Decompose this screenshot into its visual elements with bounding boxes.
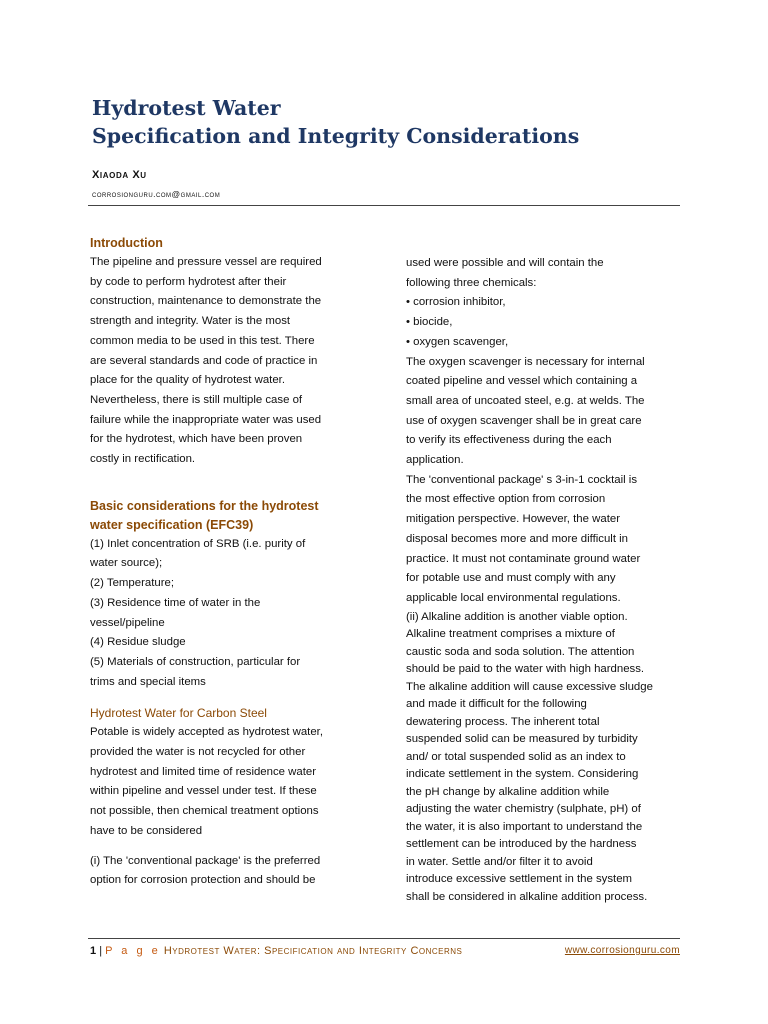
alkaline-paragraph: [406, 609, 682, 907]
chemicals-line: The 'conventional package' s 3-in-1 cocktail is: [406, 473, 638, 486]
chemicals-line: disposal becomes more and more difficult in: [406, 532, 629, 545]
chemicals-line: • corrosion inhibitor,: [406, 296, 506, 309]
package-paragraph: [90, 852, 358, 891]
package-line: option for corrosion protection and should be: [90, 874, 316, 887]
intro-line: strength and integrity. Water is the most: [90, 315, 291, 328]
basic-heading-line-2: water specification (EFC39): [90, 517, 254, 532]
intro-paragraph: [90, 253, 358, 470]
carbon-steel-line: within pipeline and vessel under test. If these: [90, 785, 317, 798]
intro-line: construction, maintenance to demonstrate the: [90, 295, 322, 308]
alkaline-line: should be paid to the water with high hardness.: [406, 663, 645, 676]
left-column: [90, 234, 358, 891]
basic-consideration-line: (1) Inlet concentration of SRB (i.e. purity of: [90, 537, 306, 550]
intro-line: by code to perform hydrotest after their: [90, 275, 287, 288]
alkaline-line: adjusting the water chemistry (sulphate, pH) of: [406, 803, 641, 816]
alkaline-line: settlement can be introduced by the hardness: [406, 838, 637, 851]
intro-line: common media to be used in this test. There: [90, 334, 315, 347]
intro-line: Nevertheless, there is still multiple case of: [90, 393, 303, 406]
chemicals-line: applicable local environmental regulations.: [406, 591, 621, 604]
chemicals-line: to verify its effectiveness during the each: [406, 434, 612, 447]
alkaline-line: (ii) Alkaline addition is another viable option.: [406, 610, 628, 623]
basic-consideration-line: (4) Residue sludge: [90, 636, 186, 649]
alkaline-line: the water, it is also important to understand the: [406, 820, 643, 833]
website-link[interactable]: www.corrosionguru.com: [564, 945, 680, 956]
basic-considerations-list: [90, 535, 358, 693]
carbon-steel-line: Potable is widely accepted as hydrotest water,: [90, 726, 324, 739]
chemicals-line: practice. It must not contaminate ground water: [406, 552, 641, 565]
footer-divider: [88, 938, 680, 939]
chemicals-line: coated pipeline and vessel which containing a: [406, 375, 638, 388]
document-title: [92, 94, 579, 150]
package-line: (i) The 'conventional package' is the preferred: [90, 854, 321, 867]
chemicals-line: • biocide,: [406, 316, 453, 329]
title-line-1: Hydrotest Water: [92, 96, 281, 120]
basic-consideration-line: (2) Temperature;: [90, 577, 174, 590]
intro-line: failure while the inappropriate water was used: [90, 413, 322, 426]
page-footer: [90, 944, 680, 958]
alkaline-line: shall be considered in alkaline addition process.: [406, 890, 648, 903]
intro-line: costly in rectification.: [90, 453, 196, 466]
author-email: corrosionguru.com@gmail.com: [92, 189, 221, 199]
chemicals-paragraph: [406, 254, 682, 609]
page-label: P a g e: [105, 945, 161, 957]
chemicals-line: used were possible and will contain the: [406, 257, 604, 269]
intro-heading: Introduction: [90, 236, 163, 250]
footer-document-title: Hydrotest Water: Specification and Integrity Concerns: [163, 945, 463, 957]
page-number: 1: [90, 945, 97, 957]
alkaline-line: suspended solid can be measured by turbidity: [406, 733, 638, 746]
basic-heading-line-1: Basic considerations for the hydrotest: [90, 498, 319, 513]
carbon-steel-heading: Hydrotest Water for Carbon Steel: [90, 706, 267, 721]
chemicals-line: small area of uncoated steel, e.g. at welds. The: [406, 394, 645, 407]
footer-separator: |: [99, 945, 103, 957]
basic-heading: [90, 497, 358, 535]
intro-line: place for the quality of hydrotest water.: [90, 374, 286, 387]
alkaline-line: in water. Settle and/or filter it to avoid: [406, 855, 593, 868]
alkaline-line: Alkaline treatment comprises a mixture of: [406, 628, 615, 641]
author-name: Xiaoda Xu: [92, 169, 147, 181]
basic-consideration-line: vessel/pipeline: [90, 616, 165, 629]
right-column: [406, 254, 682, 906]
chemicals-line: application.: [406, 454, 464, 467]
chemicals-line: the most effective option from corrosion: [406, 493, 606, 506]
carbon-steel-line: have to be considered: [90, 824, 203, 837]
basic-consideration-line: trims and special items: [90, 675, 206, 688]
header-divider: [88, 205, 680, 206]
basic-consideration-line: (3) Residence time of water in the: [90, 596, 261, 609]
carbon-steel-line: provided the water is not recycled for other: [90, 746, 306, 759]
title-line-2: Specification and Integrity Considerations: [92, 124, 580, 148]
basic-consideration-line: water source);: [90, 557, 163, 570]
alkaline-line: and made it difficult for the following: [406, 698, 587, 711]
alkaline-line: introduce excessive settlement in the system: [406, 873, 633, 886]
alkaline-line: dewatering process. The inherent total: [406, 715, 600, 728]
chemicals-line: The oxygen scavenger is necessary for internal: [406, 355, 645, 368]
chemicals-line: following three chemicals:: [406, 276, 537, 289]
intro-line: are several standards and code of practice in: [90, 354, 318, 367]
alkaline-line: the pH change by alkaline addition while: [406, 785, 610, 798]
intro-line: for the hydrotest, which have been proven: [90, 433, 303, 446]
alkaline-line: The alkaline addition will cause excessive sludge: [406, 680, 653, 693]
carbon-steel-line: hydrotest and limited time of residence water: [90, 765, 317, 778]
chemicals-line: for potable use and must comply with any: [406, 572, 616, 585]
alkaline-line: and/ or total suspended solid as an index to: [406, 750, 626, 763]
carbon-steel-paragraph: [90, 723, 358, 841]
alkaline-line: indicate settlement in the system. Considering: [406, 768, 639, 781]
chemicals-line: mitigation perspective. However, the water: [406, 513, 620, 526]
carbon-steel-line: not possible, then chemical treatment options: [90, 805, 319, 818]
chemicals-line: use of oxygen scavenger shall be in great care: [406, 414, 642, 427]
basic-consideration-line: (5) Materials of construction, particular for: [90, 655, 301, 668]
chemicals-line: • oxygen scavenger,: [406, 335, 509, 348]
intro-line: The pipeline and pressure vessel are required: [90, 256, 322, 268]
alkaline-line: caustic soda and soda solution. The attention: [406, 645, 635, 658]
